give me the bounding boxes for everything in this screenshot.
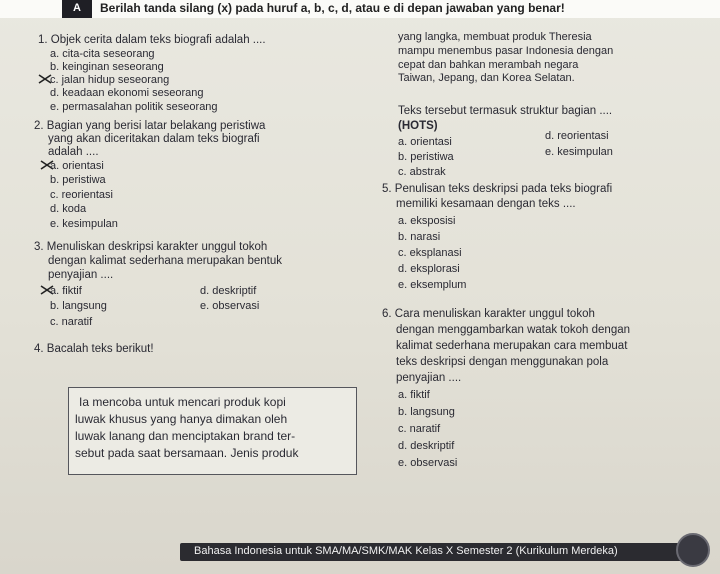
q3-question-line-2: dengan kalimat sederhana merupakan bentuk xyxy=(48,255,282,267)
page-number-badge xyxy=(676,533,710,567)
q4-option-b[interactable]: b. peristiwa xyxy=(398,151,454,163)
q4-text-line-7: cepat dan bahkan merambah negara xyxy=(398,59,579,71)
q6-question-line-3: kalimat sederhana merupakan cara membuat xyxy=(396,340,628,352)
instruction-text: Berilah tanda silang (x) pada huruf a, b, c, d, atau e di depan jawaban yang benar! xyxy=(100,1,565,15)
q5-option-d[interactable]: d. eksplorasi xyxy=(398,263,460,275)
footer-text: Bahasa Indonesia untuk SMA/MA/SMK/MAK Kelas X Semester 2 (Kurikulum Merdeka) xyxy=(194,545,618,557)
q4-option-a[interactable]: a. orientasi xyxy=(398,136,452,148)
q6-option-e[interactable]: e. observasi xyxy=(398,457,458,469)
q5-option-a[interactable]: a. eksposisi xyxy=(398,215,456,227)
q6-option-a[interactable]: a. fiktif xyxy=(398,389,430,401)
q2-option-a[interactable]: a. orientasi xyxy=(50,160,104,172)
q3-option-e[interactable]: e. observasi xyxy=(200,300,260,312)
q5-question-line-2: memiliki kesamaan dengan teks .... xyxy=(396,198,576,210)
q3-question-line-1: 3. Menuliskan deskripsi karakter unggul tokoh xyxy=(34,241,268,253)
q1-option-d[interactable]: d. keadaan ekonomi seseorang xyxy=(50,87,204,99)
q6-question-line-2: dengan menggambarkan watak tokoh dengan xyxy=(396,324,631,336)
q3-option-c[interactable]: c. naratif xyxy=(50,316,93,328)
q4-question-line-1: Teks tersebut termasuk struktur bagian .... xyxy=(398,105,613,117)
q6-question-line-4: teks deskripsi dengan menggunakan pola xyxy=(396,356,609,368)
q5-option-e[interactable]: e. eksemplum xyxy=(398,279,467,291)
q4-option-d[interactable]: d. reorientasi xyxy=(545,130,609,142)
q5-option-c[interactable]: c. eksplanasi xyxy=(398,247,462,259)
q4-option-e[interactable]: e. kesimpulan xyxy=(545,146,613,158)
q2-option-e[interactable]: e. kesimpulan xyxy=(50,218,118,230)
q2-option-d[interactable]: d. koda xyxy=(50,203,87,215)
q2-question-line-2: yang akan diceritakan dalam teks biografi xyxy=(48,133,260,145)
q4-text-line-8: Taiwan, Jepang, dan Korea Selatan. xyxy=(398,72,575,84)
q6-question-line-1: 6. Cara menuliskan karakter unggul tokoh xyxy=(382,308,595,320)
q4-box-line-2: luwak khusus yang hanya dimakan oleh xyxy=(75,412,288,426)
q4-text-box xyxy=(68,387,357,475)
q2-question-line-3: adalah .... xyxy=(48,146,99,158)
q4-box-line-1: Ia mencoba untuk mencari produk kopi xyxy=(79,395,286,409)
q6-option-b[interactable]: b. langsung xyxy=(398,406,455,418)
q2-option-c[interactable]: c. reorientasi xyxy=(50,189,113,201)
q6-option-c[interactable]: c. naratif xyxy=(398,423,441,435)
q4-text-line-6: mampu menembus pasar Indonesia dengan xyxy=(398,45,614,57)
q1-option-e[interactable]: e. permasalahan politik seseorang xyxy=(50,101,218,113)
q5-question-line-1: 5. Penulisan teks deskripsi pada teks biografi xyxy=(382,183,613,195)
q1-option-b[interactable]: b. keinginan seseorang xyxy=(50,61,164,73)
q4-box-line-3: luwak lanang dan menciptakan brand ter- xyxy=(75,429,296,443)
instruction-header xyxy=(0,0,720,18)
q4-text-line-5: yang langka, membuat produk Theresia xyxy=(398,31,592,43)
q4-question: 4. Bacalah teks berikut! xyxy=(34,343,154,355)
q3-option-d[interactable]: d. deskriptif xyxy=(200,285,257,297)
q4-option-c[interactable]: c. abstrak xyxy=(398,166,446,178)
q1-option-a[interactable]: a. cita-cita seseorang xyxy=(50,48,155,60)
q3-question-line-3: penyajian .... xyxy=(48,269,114,281)
q1-option-c[interactable]: c. jalan hidup seseorang xyxy=(50,74,170,86)
footer-banner xyxy=(180,543,698,561)
q6-question-line-5: penyajian .... xyxy=(396,372,462,384)
q6-option-d[interactable]: d. deskriptif xyxy=(398,440,455,452)
q1-question: 1. Objek cerita dalam teks biografi adalah .... xyxy=(38,34,266,46)
q3-option-a[interactable]: a. fiktif xyxy=(50,285,82,297)
q4-hots-label: (HOTS) xyxy=(398,120,438,132)
q2-question-line-1: 2. Bagian yang berisi latar belakang peristiwa xyxy=(34,120,266,132)
q5-option-b[interactable]: b. narasi xyxy=(398,231,441,243)
q2-option-b[interactable]: b. peristiwa xyxy=(50,174,106,186)
q3-option-b[interactable]: b. langsung xyxy=(50,300,107,312)
section-number: A xyxy=(62,0,92,18)
q4-box-line-4: sebut pada saat bersamaan. Jenis produk xyxy=(75,446,299,460)
